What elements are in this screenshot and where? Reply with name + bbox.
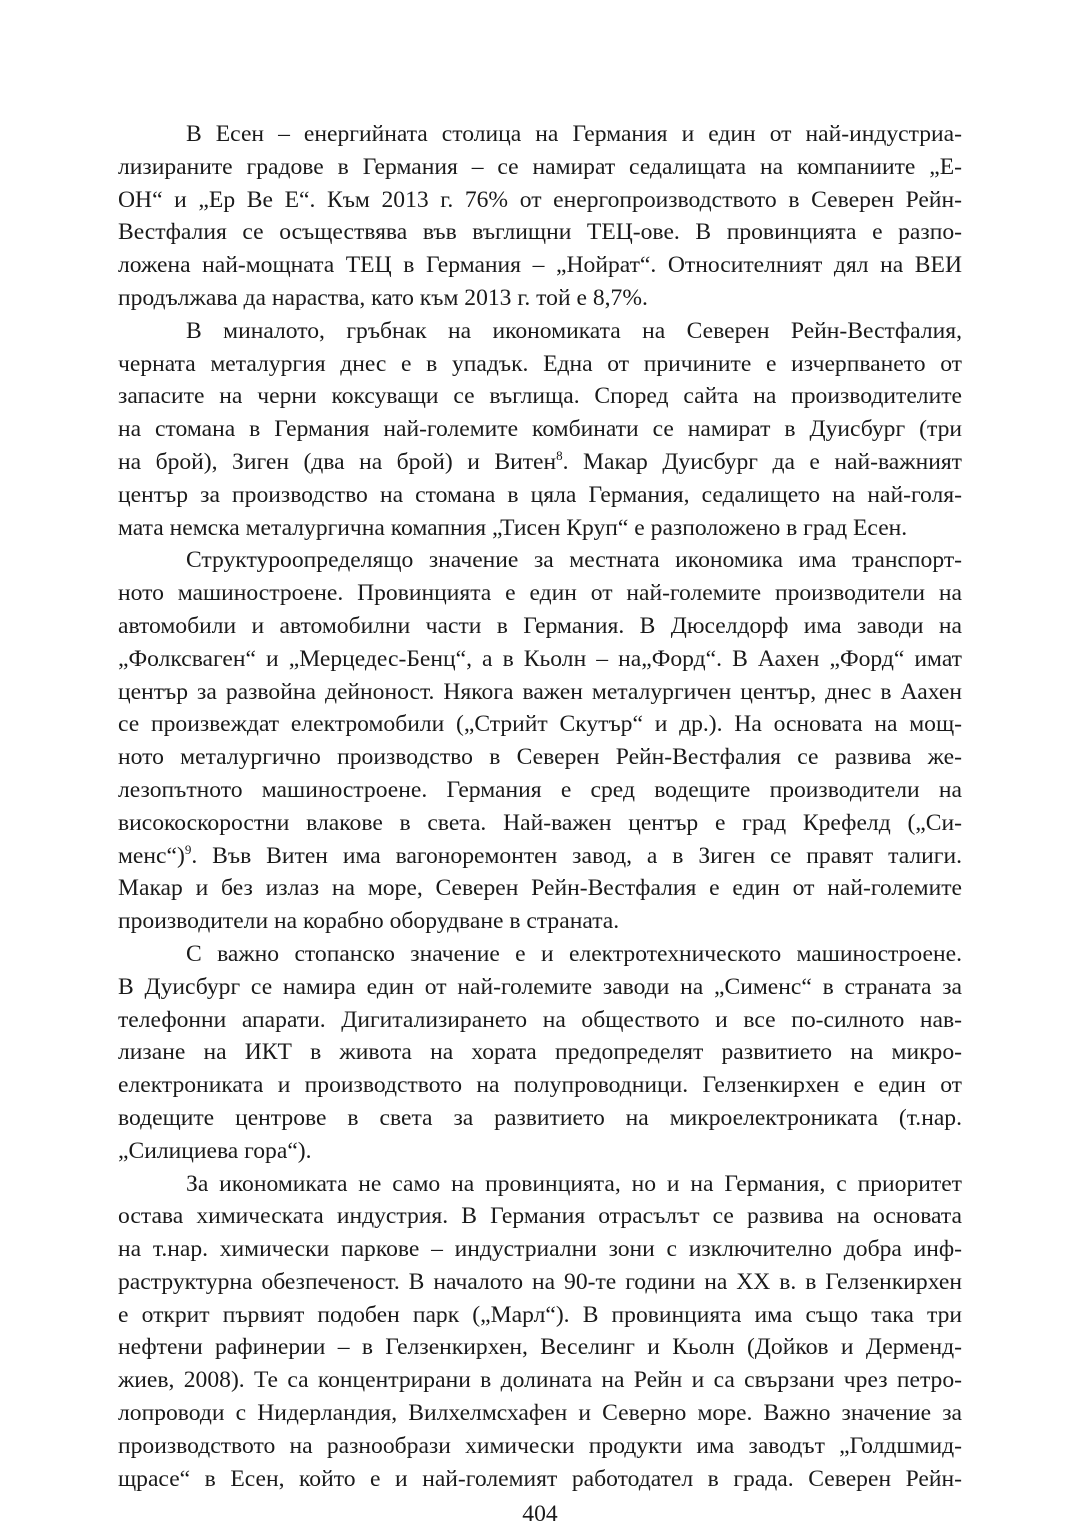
text-line: нефтени рафинерии – в Гелзенкирхен, Веселинг и Кьолн (Дойков и Дерменд-	[118, 1334, 962, 1361]
text-line: се произвеждат електромобили („Стрийт Скутър“ и др.). На основата на мощ-	[118, 711, 962, 738]
text-line: е открит първият подобен парк („Марл“). В провинцията има също така три	[118, 1301, 962, 1328]
text-segment: . Макар Дуисбург да е най-важният	[562, 448, 962, 475]
text-line: водещите центрове в света за развитието на микроелектрониката (т.нар.	[118, 1104, 962, 1131]
text-line: Макар и без излаз на море, Северен Рейн-Вестфалия е един от най-големите	[118, 875, 962, 902]
text-line: остава химическата индустрия. В Германия отрасълът се развива на основата	[118, 1203, 962, 1230]
text-line: ОН“ и „Ер Ве Е“. Към 2013 г. 76% от енергопроизводството в Северен Рейн-	[118, 186, 962, 213]
text-line: високоскоростни влакове в света. Най-важен център е град Крефелд („Си-	[118, 809, 962, 836]
paragraph-chemical	[118, 1168, 962, 1496]
text-line: ното машиностроене. Провинцията е един от най-големите производители на	[118, 580, 962, 607]
text-line: производители на корабно оборудване в страната.	[118, 908, 620, 935]
paragraph-metallurgy	[118, 315, 962, 545]
text-line: черната металургия днес е в упадък. Една от причините е изчерпването от	[118, 350, 962, 377]
text-line: „Силициева гора“).	[118, 1137, 312, 1164]
text-line: ното металургично производство в Северен Рейн-Вестфалия се развива же-	[118, 744, 962, 771]
text-line: лезопътното машиностроене. Германия е сред водещите производители на	[118, 776, 962, 803]
text-line: лизираните градове в Германия – се намират седалищата на компаниите „Е-	[118, 153, 962, 180]
text-segment: менс“)	[118, 842, 185, 869]
text-line: С важно стопанско значение е и електротехническото машиностроене.	[186, 940, 962, 967]
text-line	[118, 446, 962, 479]
page-number: 404	[522, 1501, 558, 1527]
text-line: Структуроопределящо значение за местната икономика има транспорт-	[186, 547, 962, 574]
document-page	[118, 118, 962, 1527]
text-line: В миналото, гръбнак на икономиката на Северен Рейн-Вестфалия,	[186, 317, 962, 344]
footnote-reference[interactable]: 8	[556, 448, 563, 464]
paragraph-transport	[118, 544, 962, 938]
text-line: Вестфалия се осъществява във въглищни ТЕЦ-ове. В провинцията е разпо-	[118, 219, 962, 246]
text-line: автомобили и автомобилни части в Германия. В Дюселдорф има заводи на	[118, 612, 962, 639]
text-line: запасите на черни коксуващи се въглища. Според сайта на производителите	[118, 383, 962, 410]
text-line: жиев, 2008). Те са концентрирани в долината на Рейн и са свързани чрез петро-	[118, 1367, 962, 1394]
text-segment: на брой), Зиген (два на брой) и Витен	[118, 448, 557, 475]
text-line: мата немска металургична комапния „Тисен Круп“ е разположено в град Есен.	[118, 514, 908, 541]
text-line: раструктурна обезпеченост. В началото на 90-те години на XX в. в Гелзенкирхен	[118, 1268, 962, 1295]
text-line: продължава да нараства, като към 2013 г. той е 8,7%.	[118, 284, 648, 311]
text-line: електрониката и производството на полупроводници. Гелзенкирхен е един от	[118, 1072, 962, 1099]
text-line: на стомана в Германия най-големите комбинати се намират в Дуисбург (три	[118, 416, 962, 443]
text-line: център за производство на стомана в цяла Германия, седалището на най-голя-	[118, 481, 962, 508]
text-line: ложена най-мощната ТЕЦ в Германия – „Нойрат“. Относителният дял на ВЕИ	[118, 252, 962, 279]
text-line: „Фолксваген“ и „Мерцедес-Бенц“, а в Кьолн – на„Форд“. В Аахен „Форд“ имат	[118, 645, 962, 672]
text-line: телефонни апарати. Дигитализирането на обществото и все по-силното нав-	[118, 1006, 962, 1033]
footnote-reference[interactable]: 9	[184, 841, 192, 857]
text-line: щрасе“ в Есен, който е и най-големият работодател в града. Северен Рейн-	[118, 1465, 962, 1492]
text-line: производството на разнообрази химически продукти има заводът „Голдшмид-	[118, 1432, 962, 1459]
paragraph-energy	[118, 118, 962, 315]
text-line: център за развойна дейноност. Някога важен металургичен център, днес в Аахен	[118, 678, 962, 705]
paragraph-electrotechnical	[118, 938, 962, 1168]
text-line: За икономиката не само на провинцията, но и на Германия, с приоритет	[186, 1170, 962, 1197]
text-line	[118, 840, 962, 873]
text-line: лизане на ИКТ в живота на хората предопределят развитието на микро-	[118, 1039, 962, 1066]
text-line: лопроводи с Нидерландия, Вилхелмсхафен и Северно море. Важно значение за	[118, 1400, 962, 1427]
text-line: на т.нар. химически паркове – индустриални зони с изключително добра инф-	[118, 1236, 962, 1263]
text-line: В Дуисбург се намира един от най-големите заводи на „Сименс“ в страната за	[118, 973, 962, 1000]
text-segment: . Във Витен има вагоноремонтен завод, а в Зиген се правят талиги.	[191, 842, 962, 869]
text-line: В Есен – енергийната столица на Германия и един от най-индустриа-	[186, 121, 962, 147]
